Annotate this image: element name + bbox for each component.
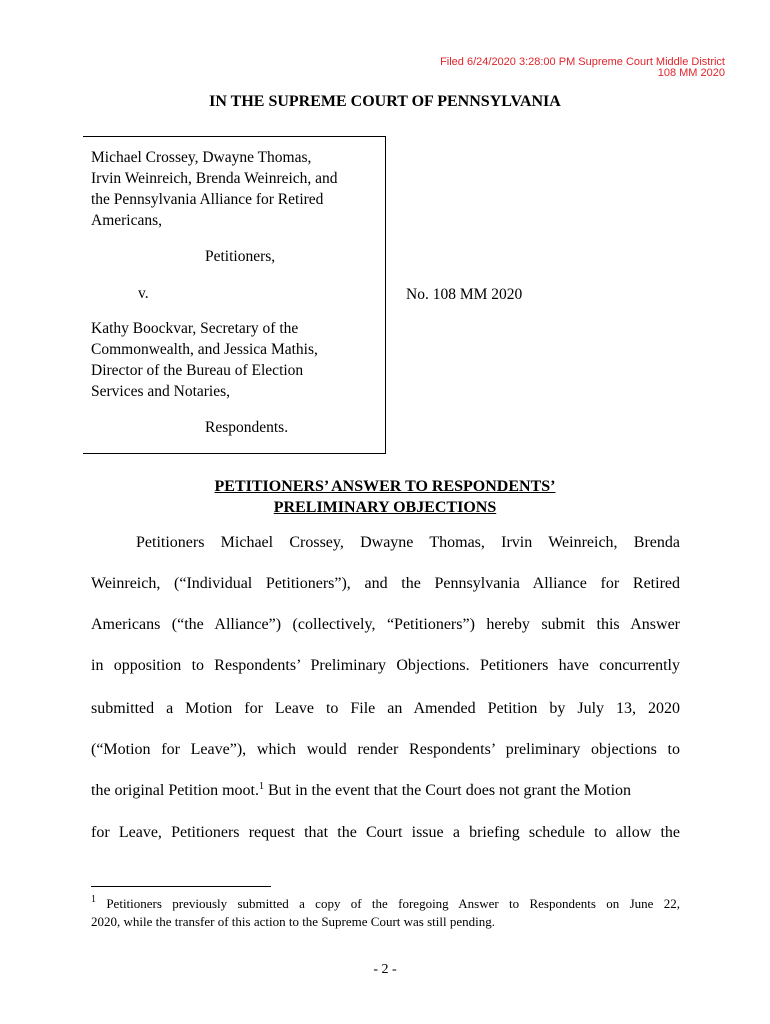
respondent-line: Commonwealth, and Jessica Mathis, xyxy=(91,341,318,358)
filing-stamp-line2: 108 MM 2020 xyxy=(657,67,725,79)
petitioner-line: the Pennsylvania Alliance for Retired xyxy=(91,191,324,208)
body-line: submitted a Motion for Leave to File an Amended Petition by July 13, 2020 xyxy=(91,700,680,717)
petitioner-line: Americans, xyxy=(91,212,163,229)
footnote-line1 xyxy=(91,895,680,913)
page-number: - 2 - xyxy=(373,962,397,977)
footnote-reference[interactable]: 1 xyxy=(258,781,264,792)
body-line: Weinreich, (“Individual Petitioners”), and the Pennsylvania Alliance for Retired xyxy=(91,575,680,592)
filing-stamp-line1: Filed 6/24/2020 3:28:00 PM Supreme Court Middle District xyxy=(440,56,725,68)
body-line-with-footnote xyxy=(91,781,680,801)
respondent-line: Director of the Bureau of Election xyxy=(91,362,304,379)
footnote-marker: 1 xyxy=(91,894,96,905)
footnote-text: Petitioners previously submitted a copy of the foregoing Answer to Respondents on June 22, xyxy=(96,896,680,911)
heading-line1: PETITIONERS’ ANSWER TO RESPONDENTS’ xyxy=(214,478,556,495)
respondent-line: Services and Notaries, xyxy=(91,383,231,400)
body-line: in opposition to Respondents’ Preliminary Objections. Petitioners have concurrently xyxy=(91,657,680,674)
body-line: for Leave, Petitioners request that the Court issue a briefing schedule to allow the xyxy=(91,824,680,841)
body-text: the original Petition moot. xyxy=(91,782,259,799)
petitioners-label: Petitioners, xyxy=(205,248,276,265)
respondent-line: Kathy Boockvar, Secretary of the xyxy=(91,320,299,337)
petitioner-names xyxy=(91,147,381,231)
respondent-names xyxy=(91,318,381,402)
versus-label: v. xyxy=(138,285,149,302)
body-line: (“Motion for Leave”), which would render Respondents’ preliminary objections to xyxy=(91,741,680,758)
body-line: Americans (“the Alliance”) (collectively, “Petitioners”) hereby submit this Answer xyxy=(91,616,680,633)
body-text: But in the event that the Court does not grant the Motion xyxy=(263,782,632,799)
body-line: Petitioners Michael Crossey, Dwayne Thomas, Irvin Weinreich, Brenda xyxy=(136,534,680,551)
footnote-divider xyxy=(91,886,271,887)
filing-stamp xyxy=(440,57,725,79)
document-heading xyxy=(0,476,770,518)
court-title: IN THE SUPREME COURT OF PENNSYLVANIA xyxy=(209,93,561,110)
petitioner-line: Michael Crossey, Dwayne Thomas, xyxy=(91,149,312,166)
footnote-line2: 2020, while the transfer of this action to the Supreme Court was still pending. xyxy=(91,914,496,929)
docket-number: No. 108 MM 2020 xyxy=(406,286,523,303)
petitioner-line: Irvin Weinreich, Brenda Weinreich, and xyxy=(91,170,338,187)
heading-line2: PRELIMINARY OBJECTIONS xyxy=(273,499,497,516)
respondents-label: Respondents. xyxy=(205,419,289,436)
